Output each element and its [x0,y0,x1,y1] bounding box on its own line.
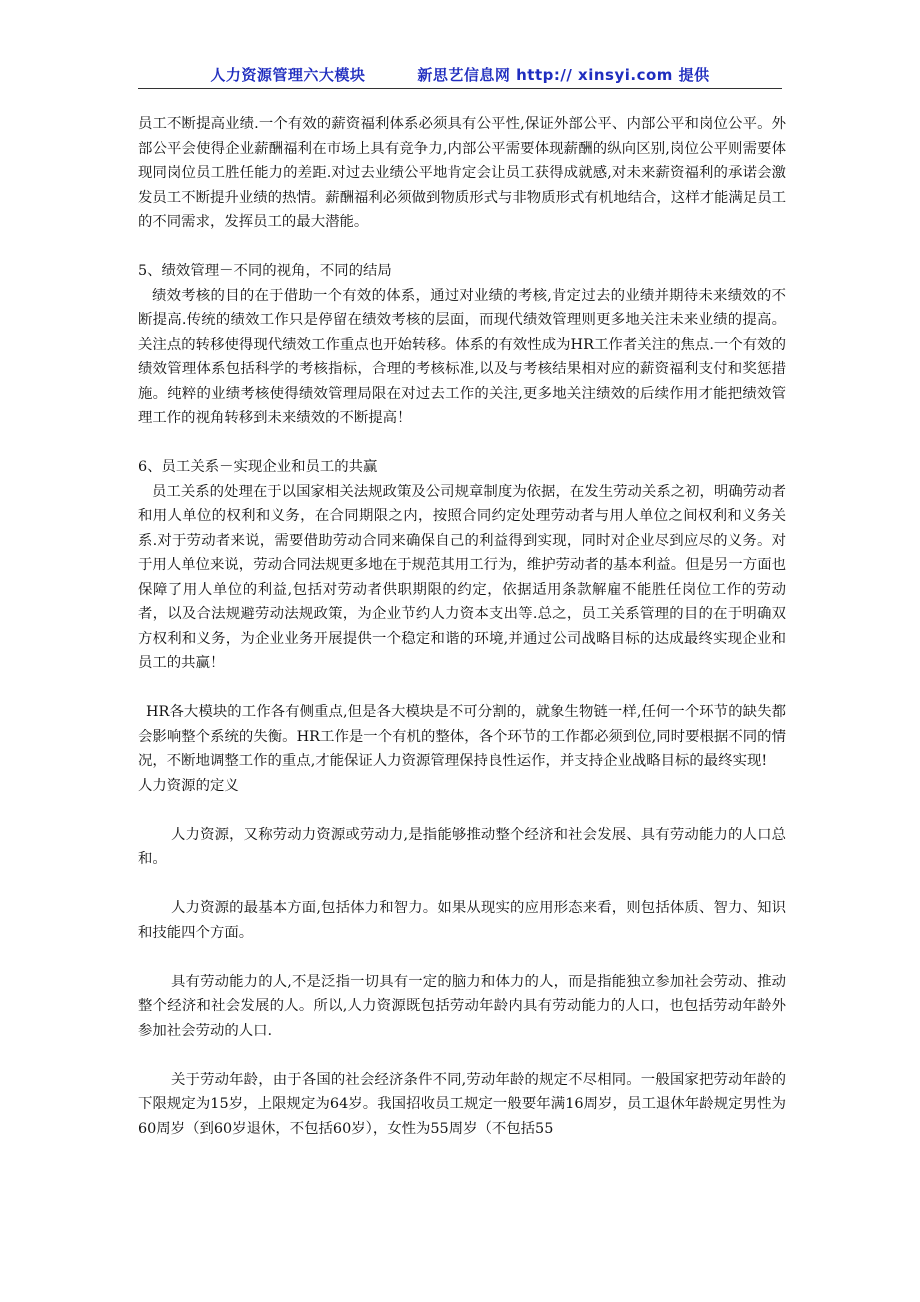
paragraph-labor-age: 关于劳动年龄，由于各国的社会经济条件不同,劳动年龄的规定不尽相同。一般国家把劳动年龄的下限规定为15岁，上限规定为64岁。我国招收员工规定一般要年满16周岁，员工退休年龄规定男性为60周岁（到60岁退休，不包括60岁），女性为55周岁（不包括55 [138,1071,786,1137]
heading-employee-relations: 6、员工关系－实现企业和员工的共赢 [138,459,378,475]
heading-hr-definition: 人力资源的定义 [138,777,239,794]
paragraph-labor-ability: 具有劳动能力的人,不是泛指一切具有一定的脑力和体力的人，而是指能独立参加社会劳动、推动整个经济和社会发展的人。所以,人力资源既包括劳动年龄内具有劳动能力的人口，也包括劳动年龄外参加社会劳动的人口. [138,973,786,1039]
paragraph-performance: 绩效考核的目的在于借助一个有效的体系，通过对业绩的考核,肯定过去的业绩并期待未来绩效的不断提高.传统的绩效工作只是停留在绩效考核的层面，而现代绩效管理则更多地关注未来业绩的提高。关注点的转移使得现代绩效工作重点也开始转移。体系的有效性成为HR工作者关注的焦点.一个有效的绩效管理体系包括科学的考核指标，合理的考核标准,以及与考核结果相对应的薪资福利支付和奖惩措施。纯粹的业绩考核使得绩效管理局限在对过去工作的关注,更多地关注绩效的后续作用才能把绩效管理工作的视角转移到未来绩效的不断提高！ [138,287,786,426]
header-provider: 新思艺信息网 http:// xinsyi.com 提供 [417,66,710,84]
paragraph-hr-summary: HR各大模块的工作各有侧重点,但是各大模块是不可分割的，就象生物链一样,任何一个环节的缺失都会影响整个系统的失衡。HR工作是一个有机的整体，各个环节的工作都必须到位,同时要根据不同的情况，不断地调整工作的重点,才能保证人力资源管理保持良性运作，并支持企业战略目标的最终实现! [138,704,786,769]
header-title: 人力资源管理六大模块 [210,66,366,84]
page-header [138,64,782,89]
paragraph-definition: 人力资源，又称劳动力资源或劳动力,是指能够推动整个经济和社会发展、具有劳动能力的人口总和。 [138,826,786,867]
heading-performance: 5、绩效管理－不同的视角，不同的结局 [138,263,392,279]
document-body [138,112,786,1141]
paragraph-employee-relations: 员工关系的处理在于以国家相关法规政策及公司规章制度为依据，在发生劳动关系之初，明确劳动者和用人单位的权利和义务，在合同期限之内，按照合同约定处理劳动者与用人单位之间权利和义务关系.对于劳动者来说，需要借助劳动合同来确保自己的利益得到实现，同时对企业尽到应尽的义务。对于用人单位来说，劳动合同法规更多地在于规范其用工行为，维护劳动者的基本利益。但是另一方面也保障了用人单位的利益,包括对劳动者供职期限的约定，依据适用条款解雇不能胜任岗位工作的劳动者，以及合法规避劳动法规政策，为企业节约人力资本支出等.总之，员工关系管理的目的在于明确双方权利和义务，为企业业务开展提供一个稳定和谐的环境,并通过公司战略目标的达成最终实现企业和员工的共赢！ [138,483,786,671]
paragraph-aspects: 人力资源的最基本方面,包括体力和智力。如果从现实的应用形态来看，则包括体质、智力、知识和技能四个方面。 [138,900,786,941]
paragraph-compensation: 员工不断提高业绩.一个有效的薪资福利体系必须具有公平性,保证外部公平、内部公平和岗位公平。外部公平会使得企业薪酬福利在市场上具有竞争力,内部公平需要体现薪酬的纵向区别,岗位公平则需要体现同岗位员工胜任能力的差距.对过去业绩公平地肯定会让员工获得成就感,对未来薪资福利的承诺会激发员工不断提升业绩的热情。薪酬福利必须做到物质形式与非物质形式有机地结合，这样才能满足员工的不同需求，发挥员工的最大潜能。 [138,116,786,230]
